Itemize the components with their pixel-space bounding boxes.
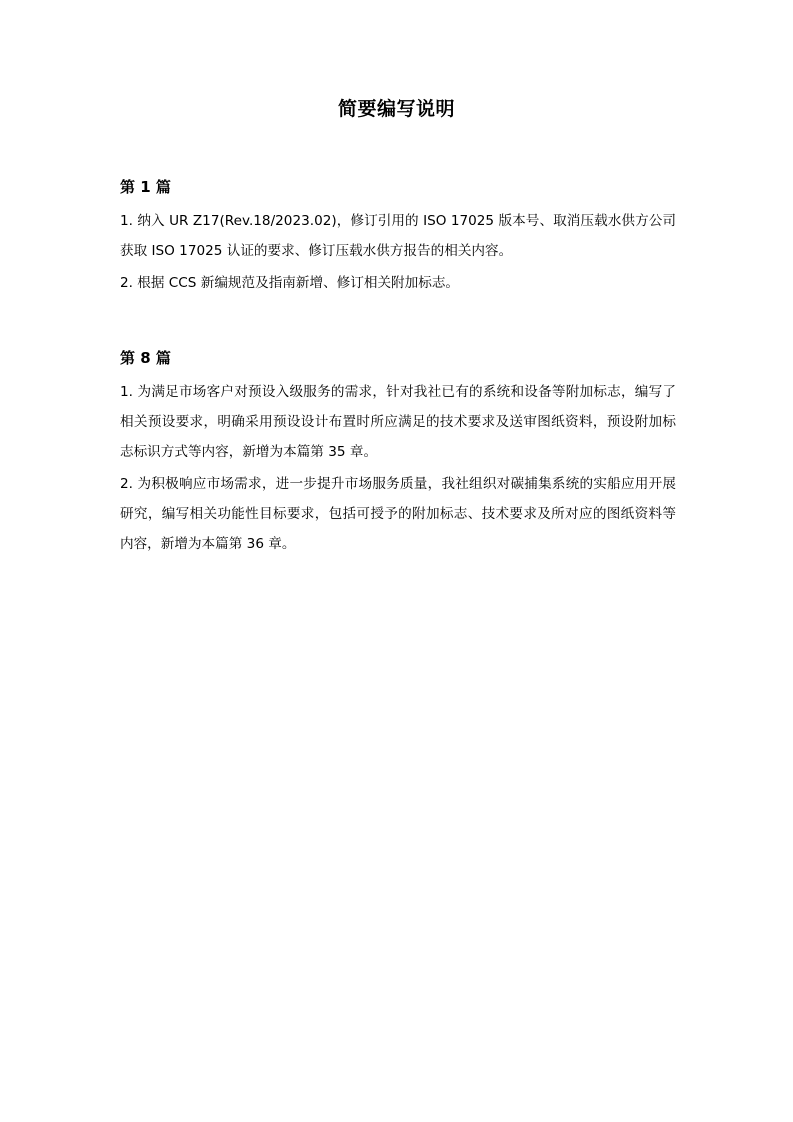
list-item: 2. 为积极响应市场需求，进一步提升市场服务质量，我社组织对碳捕集系统的实船应用开展研究，编写相关功能性目标要求，包括可授予的附加标志、技术要求及所对应的图纸资料等内容，新增为本篇第 36 章。	[120, 476, 676, 552]
list-item: 2. 根据 CCS 新编规范及指南新增、修订相关附加标志。	[120, 275, 460, 291]
document-title: 简要编写说明	[337, 98, 455, 120]
list-item: 1. 为满足市场客户对预设入级服务的需求，针对我社已有的系统和设备等附加标志，编写了相关预设要求，明确采用预设设计布置时所应满足的技术要求及送审图纸资料，预设附加标志标识方式等内容，新增为本篇第 35 章。	[120, 384, 676, 460]
list-item: 1. 纳入 UR Z17(Rev.18/2023.02)，修订引用的 ISO 17025 版本号、取消压载水供方公司获取 ISO 17025 认证的要求、修订压载水供方报告的相关内容。	[120, 213, 676, 259]
section-heading: 第 1 篇	[120, 178, 171, 196]
section-part-8	[120, 347, 676, 561]
section-part-1	[120, 176, 676, 300]
section-heading: 第 8 篇	[120, 349, 171, 367]
